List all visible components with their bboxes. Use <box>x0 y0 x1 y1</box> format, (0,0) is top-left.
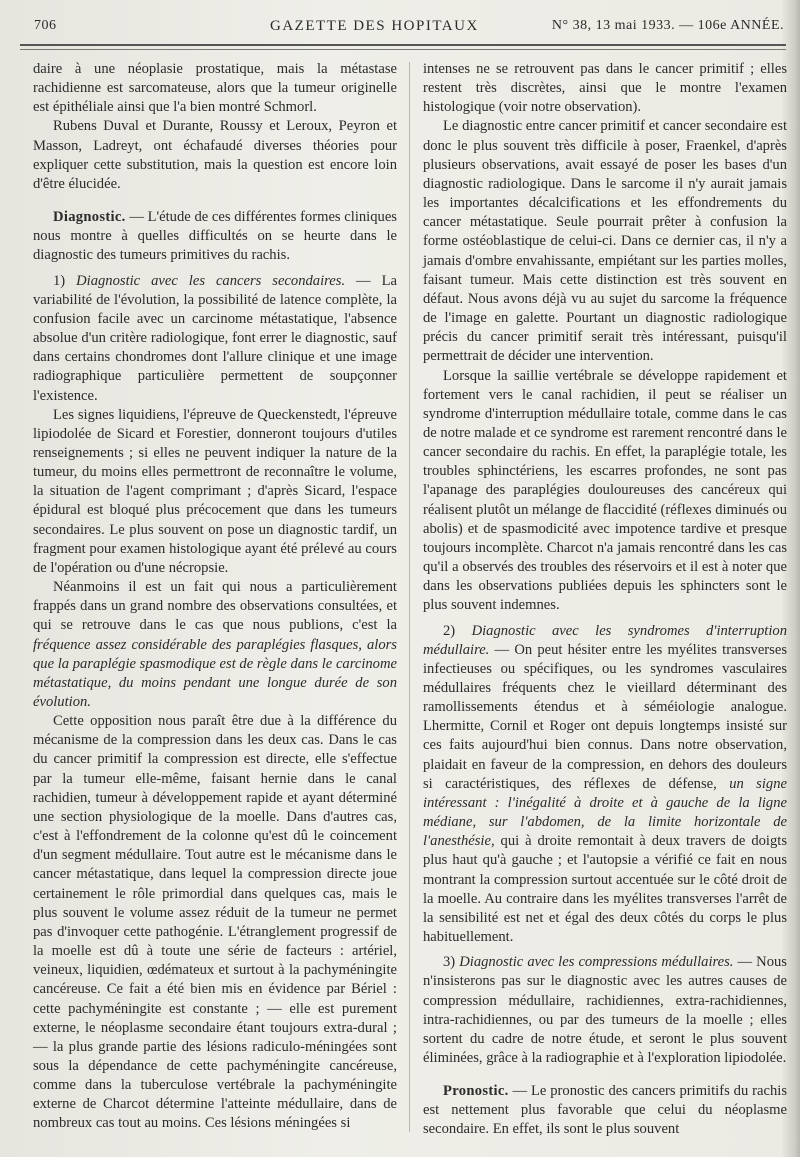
subsection-number: 3) <box>443 954 460 971</box>
subsection-text: qui à droite remontait à deux travers de doigts plus haut qu'à gauche ; et l'autopsie a vérifié ce fait en nous montrant la compression surtout accentuée sur le côté droit de la moelle. Au contraire dans les myélites transverses l'arrêt de la sensibilité est net et égal des deux côtés du corps le plus habituellement. <box>423 833 787 946</box>
paragraph: Cette opposition nous paraît être due à la différence du mécanisme de la compression dans les deux cas. Dans le cas du cancer primitif la compression est directe, elle s'effectue par la tumeur elle-même, faisant hernie dans le canal rachidien, tumeur à développement rapide et ayant déterminé une section physiologique de la moelle. Dans d'autres cas, c'est à l'effondrement de la colonne qu'est dû le coincement d'un segment médullaire. Tout autre est le mécanisme dans le cancer métastatique, dans lequel la compression directe joue certainement le rôle primordial dans quelques cas, mais le plus souvent le volume assez réduit de la tumeur ne permet pas d'invoquer cette pathogénie. L'étranglement progressif de la moelle est dû à toute une série de facteurs : artériel, veineux, liquidien, œdémateux et surtout à la pachyméningite cancéreuse. Ce fait a été bien mis en évidence par Bériel : cette pachyméningite est constante ; — elle est purement externe, le néoplasme secondaire étant toujours extra-dural ; — la plus grande partie des lésions radiculo-méningées sont sous la dépendance de cette pachyméningite cancéreuse, comme dans la tuberculose vertébrale la pachyméningite externe de Charcot détermine l'atteinte médullaire, dans de nombreux cas tout au moins. Ces lésions méningées si <box>33 713 397 1132</box>
subsection-text: — La variabilité de l'évolution, la possibilité de latence complète, la confusion facile avec un carcinome métastatique, l'absence absolue d'un critère radiologique, font errer le diagnostic, sauf dans certains chondromes dont l'allure clinique et une image radiographique particulière permettent de soupçonner l'existence. <box>33 272 397 404</box>
subsection-1 <box>33 272 397 406</box>
subsection-2 <box>423 622 787 948</box>
paragraph: Lorsque la saillie vertébrale se développe rapidement et fortement vers le canal rachidien, il peut se réaliser un syndrome d'interruption médullaire totale, comme dans le cas de notre malade et ce syndrome est rarement rencontré dans le cancer secondaire du rachis. En effet, la paraplégie totale, les troubles sphinctériens, les escarres profondes, ne sont pas l'apanage des paraplégies douloureuses des cancéreux qui réalisent plutôt un mélange de flaccidité (réflexes diminués ou abolis) et de spasmodicité avec impotence tardive et presque toujours incomplète. Charcot n'a jamais rencontré dans les cas qu'il a observés des troubles des réservoirs et il est à noter que dans les observations publiées depuis les sphincters sont le plus souvent indemnes. <box>423 367 787 614</box>
section-heading-diagnostic: Diagnostic. <box>53 209 126 226</box>
left-column <box>33 60 397 1134</box>
column-divider <box>409 62 410 1132</box>
issue-info: N° 38, 13 mai 1933. — 106e ANNÉE. <box>551 18 784 33</box>
subsection-text: — On peut hésiter entre les myélites transverses infectieuses ou spécifiques, ou les syndromes vasculaires médullaires fréquents chez le vieillard déterminant des ramollissements étendus et à séméiologie analogue. Lhermitte, Cornil et Roger ont depuis longtemps insisté sur ces faits aujourd'hui bien connus. Dans notre observation, plaidait en faveur de la compression, en dehors des douleurs si caractéristiques, des réflexes de défense, <box>423 641 787 792</box>
section-text: — Le pronostic des cancers primitifs du rachis est nettement plus favorable que celui du néoplasme secondaire. En effet, ils sont le plus souvent <box>423 1083 787 1138</box>
paragraph: intenses ne se retrouvent pas dans le cancer primitif ; elles restent très discrètes, ainsi que le montre l'examen histologique (voir notre observation). <box>423 61 787 116</box>
subsection-title: Diagnostic avec les compressions médullaires. <box>459 954 734 971</box>
page-number: 706 <box>34 18 57 33</box>
subsection-number: 1) <box>53 272 77 289</box>
subsection-text: — Nous n'insisterons pas sur le diagnostic avec les autres causes de compression médullaire, rachidiennes, extra-rachidiennes, intra-rachidiennes, ou par des tumeurs de la moelle ; elles sortent du cadre de notre étude, et seront le plus souvent éliminées, grâce à la radiographie et à l'exploration lipiodolée. <box>423 954 787 1066</box>
paragraph: daire à une néoplasie prostatique, mais la métastase rachidienne est sarcomateuse, alors que la tumeur originelle est épithéliale ainsi que l'a bien montré Schmorl. <box>33 61 397 116</box>
emphasis-text: fréquence assez considérable des paraplégies flasques, alors que la paraplégie spasmodique est de règle dans le carcinome métastatique, du moins pendant une longue durée de son évolution. <box>33 636 397 710</box>
section-heading-pronostic: Pronostic. <box>443 1083 509 1100</box>
header-rule-thick <box>20 44 786 46</box>
subsection-3 <box>423 953 787 1068</box>
header-rule-thin <box>20 49 786 50</box>
paragraph: Le diagnostic entre cancer primitif et cancer secondaire est donc le plus souvent très difficile à poser, Fraenkel, d'après plusieurs observations, avait essayé de poser les bases d'un diagnostic radiologique. Dans le sarcome il n'y aurait jamais les importantes décalcifications et les effondrements du cancer métastatique. Seule pourrait prêter à confusion la forme ostéoblastique de celui-ci. Dans ce dernier cas, il n'y a jamais d'ombre envahissante, empiétant sur les parties molles, faisant tumeur. Mais cette distinction est très souvent en défaut. Nous avons déjà vu au sujet du sarcome la fréquence de l'image en galette. Pourtant un diagnostic radiologique précis du cancer primitif serait très intéressant, puisqu'il permettrait de décider une intervention. <box>423 118 787 365</box>
paragraph <box>33 578 397 712</box>
right-column <box>423 60 787 1140</box>
section-text: — L'étude de ces différentes formes cliniques nous montre à quelles difficultés on se heurte dans le diagnostic des tumeurs primitives du rachis. <box>33 209 397 264</box>
paragraph-text: Néanmoins il est un fait qui nous a particulièrement frappés dans un grand nombre des observations consultées, et qui se retrouve dans le cas que nous publions, c'est la <box>33 579 397 634</box>
emphasis-text: un signe intéressant : l'inégalité à droite et à gauche de la ligne médiane, sur l'abdomen, de la limite horizontale de l'anesthésie, <box>423 775 787 850</box>
paragraph: Rubens Duval et Durante, Roussy et Leroux, Peyron et Masson, Ladreyt, ont échafaudé diverses théories pour expliquer cette substitution, mais la question est encore loin d'être élucidée. <box>33 118 397 192</box>
subsection-number: 2) <box>443 622 472 639</box>
paragraph: Les signes liquidiens, l'épreuve de Queckenstedt, l'épreuve lipiodolée de Sicard et Forestier, donneront toujours d'utiles renseignements ; si elles ne peuvent indiquer la nature de la tumeur, du moins elles permettront de reconnaître le volume, la situation de l'agent comprimant ; d'après Sicard, l'espace épidural est bloqué plus précocement que dans les tumeurs secondaires. Le plus souvent on pose un diagnostic tardif, un fragment pour examen histologique ayant été prélevé au cours de l'opération ou d'une nécropsie. <box>33 406 397 576</box>
subsection-title: Diagnostic avec les syndromes d'interruption médullaire. <box>423 622 787 658</box>
journal-title: GAZETTE DES HOPITAUX <box>270 18 479 34</box>
section-pronostic <box>423 1082 787 1139</box>
section-diagnostic <box>33 208 397 265</box>
subsection-title: Diagnostic avec les cancers secondaires. <box>76 272 346 289</box>
